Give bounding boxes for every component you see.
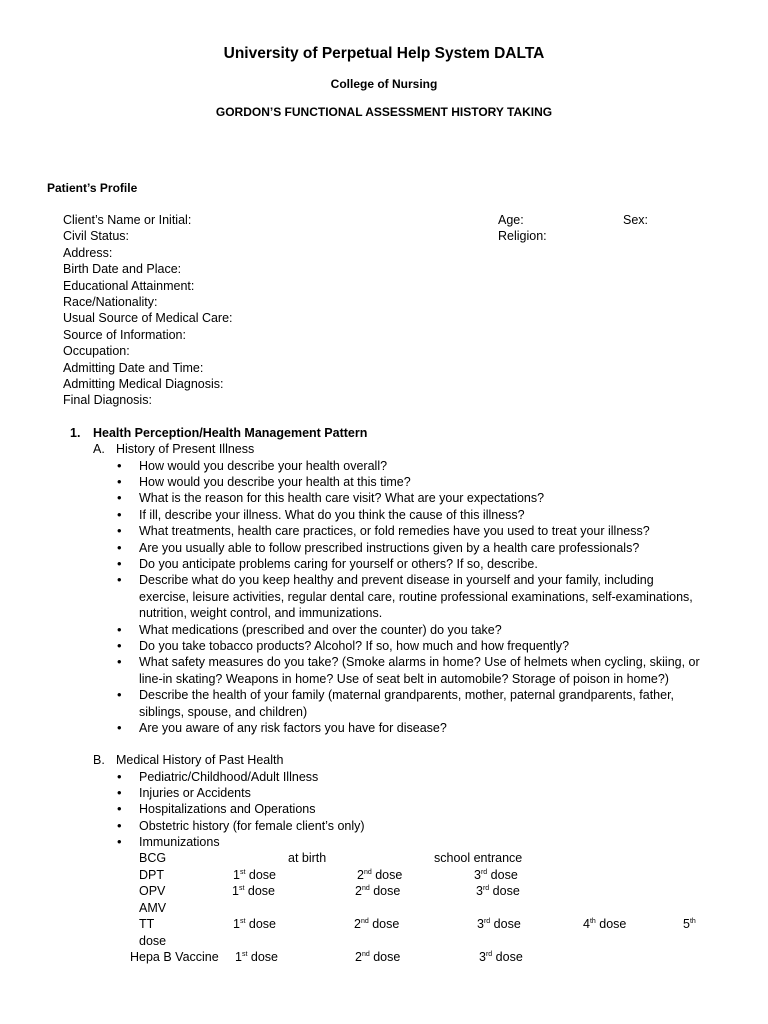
list-item: • If ill, describe your illness. What do you think the cause of this illness?	[139, 507, 700, 523]
amv-label: AMV	[139, 900, 167, 915]
list-item: • What is the reason for this health care visit? What are your expectations?	[139, 490, 700, 506]
field-sex: Sex:	[623, 213, 649, 227]
field-address: Address:	[63, 245, 113, 260]
opv-dose-3: 3rd dose	[476, 884, 520, 898]
tt-dose-1: 1st dose	[233, 917, 276, 931]
field-education: Educational Attainment:	[63, 278, 195, 293]
field-info-source: Source of Information:	[63, 327, 186, 342]
section-title: Health Perception/Health Management Pattern	[93, 426, 368, 440]
list-item: • What medications (prescribed and over the counter) do you take?	[139, 622, 700, 638]
hepb-dose-2: 2nd dose	[355, 950, 401, 964]
list-item: • How would you describe your health at this time?	[139, 474, 700, 490]
field-final-diagnosis: Final Diagnosis:	[63, 393, 152, 408]
tt-dose-3: 3rd dose	[477, 917, 521, 931]
college-name: College of Nursing	[330, 77, 438, 91]
profile-fields	[63, 212, 233, 409]
tt-dose-5-wrap: dose	[139, 933, 167, 948]
form-title: GORDON’S FUNCTIONAL ASSESSMENT HISTORY TAKING	[215, 105, 553, 119]
opv-dose-2: 2nd dose	[355, 884, 401, 898]
list-item: • Do you take tobacco products? Alcohol? If so, how much and how frequently?	[139, 638, 700, 654]
list-item: • Hospitalizations and Operations	[139, 801, 365, 817]
sub-b-title: Medical History of Past Health	[116, 753, 284, 767]
list-item: • Immunizations	[139, 834, 365, 850]
sub-a-letter: A.	[93, 442, 105, 456]
list-item-continuation: line-in skating? Weapons in home? Use of seat belt in automobile? Storage of poison in home?)	[139, 671, 669, 686]
list-item: • Are you usually able to follow prescribed instructions given by a health care professionals?	[139, 540, 700, 556]
university-title: University of Perpetual Help System DALTA	[223, 45, 545, 62]
tt-dose-2: 2nd dose	[354, 917, 400, 931]
list-item: • Obstetric history (for female client’s only)	[139, 818, 365, 834]
dpt-dose-2: 2nd dose	[357, 867, 403, 882]
field-medical-care: Usual Source of Medical Care:	[63, 311, 233, 326]
tt-dose-5: 5th	[683, 917, 696, 931]
profile-heading: Patient’s Profile	[47, 181, 138, 195]
field-civil-status: Civil Status:	[63, 229, 129, 244]
list-item: • Pediatric/Childhood/Adult Illness	[139, 769, 365, 785]
list-item-continuation: nutrition, weight control, and immunizations.	[139, 606, 383, 621]
past-health-list	[139, 769, 365, 851]
sub-a-title: History of Present Illness	[116, 442, 255, 456]
hepb-dose-1: 1st dose	[235, 950, 278, 964]
present-illness-list	[139, 458, 700, 737]
list-item: • Injuries or Accidents	[139, 785, 365, 801]
bcg-birth: at birth	[288, 851, 327, 865]
tt-dose-4: 4th dose	[583, 917, 627, 931]
opv-dose-1: 1st dose	[232, 884, 275, 898]
field-occupation: Occupation:	[63, 344, 130, 359]
dpt-label: DPT	[139, 867, 164, 882]
opv-label: OPV	[139, 884, 166, 898]
bcg-school: school entrance	[434, 851, 523, 865]
tt-label: TT	[139, 917, 155, 931]
field-religion: Religion:	[498, 229, 547, 244]
list-item: • What safety measures do you take? (Smoke alarms in home? Use of helmets when cycling, skiing, or	[139, 654, 700, 670]
list-item-continuation: exercise, leisure activities, regular dental care, routine professional examinations, self-examinations,	[139, 589, 693, 604]
field-client-name: Client’s Name or Initial:	[63, 213, 192, 227]
list-item: • Describe the health of your family (maternal grandparents, mother, paternal grandparents, father,	[139, 687, 700, 703]
hepb-label: Hepa B Vaccine	[130, 950, 219, 964]
list-item: • Are you aware of any risk factors you have for disease?	[139, 720, 700, 736]
list-item: • Describe what do you keep healthy and prevent disease in yourself and your family, including	[139, 572, 700, 588]
dpt-dose-1: 1st dose	[233, 867, 276, 882]
field-race: Race/Nationality:	[63, 295, 158, 310]
list-item: • Do you anticipate problems caring for yourself or others? If so, describe.	[139, 556, 700, 572]
hepb-dose-3: 3rd dose	[479, 950, 523, 964]
field-birth: Birth Date and Place:	[63, 262, 182, 277]
dpt-dose-3: 3rd dose	[474, 867, 518, 882]
bcg-label: BCG	[139, 851, 167, 865]
sub-b-letter: B.	[93, 753, 105, 767]
field-admit-diagnosis: Admitting Medical Diagnosis:	[63, 377, 224, 392]
list-item: • How would you describe your health overall?	[139, 458, 700, 474]
list-item: • What treatments, health care practices, or fold remedies have you used to treat your illness?	[139, 523, 700, 539]
field-admit-date: Admitting Date and Time:	[63, 360, 204, 375]
list-item-continuation: siblings, spouse, and children)	[139, 704, 308, 719]
section-number: 1.	[70, 426, 81, 440]
field-age: Age:	[498, 213, 524, 227]
